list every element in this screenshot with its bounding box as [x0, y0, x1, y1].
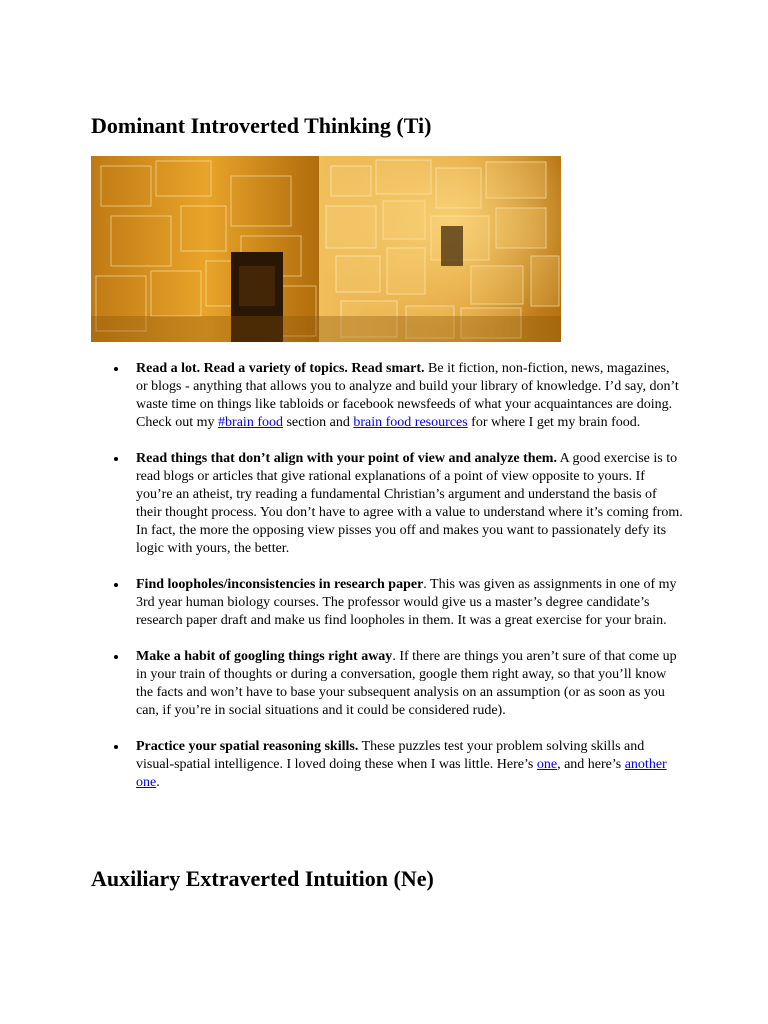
section-heading-ti: Dominant Introverted Thinking (Ti) — [91, 113, 432, 138]
list-item: Read a lot. Read a variety of topics. Read smart. Be it fiction, non-fiction, news, magazines, or blogs - anything that allows you to analyze and build your library of knowledge. I’d say, don’t waste time on things like tabloids or facebook newsfeeds of what your acquaintances are doing. Check out my #brain food section and brain food resources for where I get my brain food. — [136, 360, 684, 432]
bullet-lead: Find loopholes/inconsistencies in research paper — [136, 577, 424, 592]
bullet-lead: Practice your spatial reasoning skills. — [136, 739, 359, 754]
list-item: Find loopholes/inconsistencies in research paper. This was given as assignments in one of my 3rd year human biology courses. The professor would give us a master’s degree candidate’s research paper draft and make us find loopholes in them. It was a great exercise for your brain. — [136, 576, 684, 630]
list-item: Read things that don’t align with your point of view and analyze them. A good exercise is to read blogs or articles that give rational explanations of a point of view opposite to yours. If you’re an atheist, try reading a fundamental Christian’s argument and understand the basis of their thought process. You don’t have to agree with a value to understand where it’s coming from. In fact, the more the opposing view pisses you off and makes you want to passionately defy its logic with yours, the better. — [136, 451, 683, 556]
cardboard-room-photo — [91, 156, 561, 342]
section-heading-ne: Auxiliary Extraverted Intuition (Ne) — [91, 866, 434, 891]
bullet-lead: Make a habit of googling things right away — [136, 649, 393, 664]
brain-food-resources-link[interactable]: brain food resources — [353, 415, 468, 430]
list-item: Practice your spatial reasoning skills. These puzzles test your problem solving skills and visual-spatial intelligence. I loved doing these when I was little. Here’s one, and here’s another one. — [136, 738, 684, 792]
brain-food-link[interactable]: #brain food — [218, 415, 283, 430]
puzzle-another-link[interactable]: another one — [136, 757, 667, 790]
tips-list — [136, 360, 684, 810]
bullet-lead: Read a lot. Read a variety of topics. Read smart. — [136, 361, 425, 376]
bullet-lead: Read things that don’t align with your point of view and analyze them. — [136, 451, 557, 466]
cardboard-room-image — [91, 156, 561, 342]
list-item: Make a habit of googling things right away. If there are things you aren’t sure of that come up in your train of thoughts or during a conversation, google them right away, so that you’ll know the facts and won’t have to base your subsequent analysis on an assumption (or as soon as you can, if you’re in social situations and it could be considered rude). — [136, 648, 684, 720]
puzzle-one-link[interactable]: one — [536, 757, 558, 772]
